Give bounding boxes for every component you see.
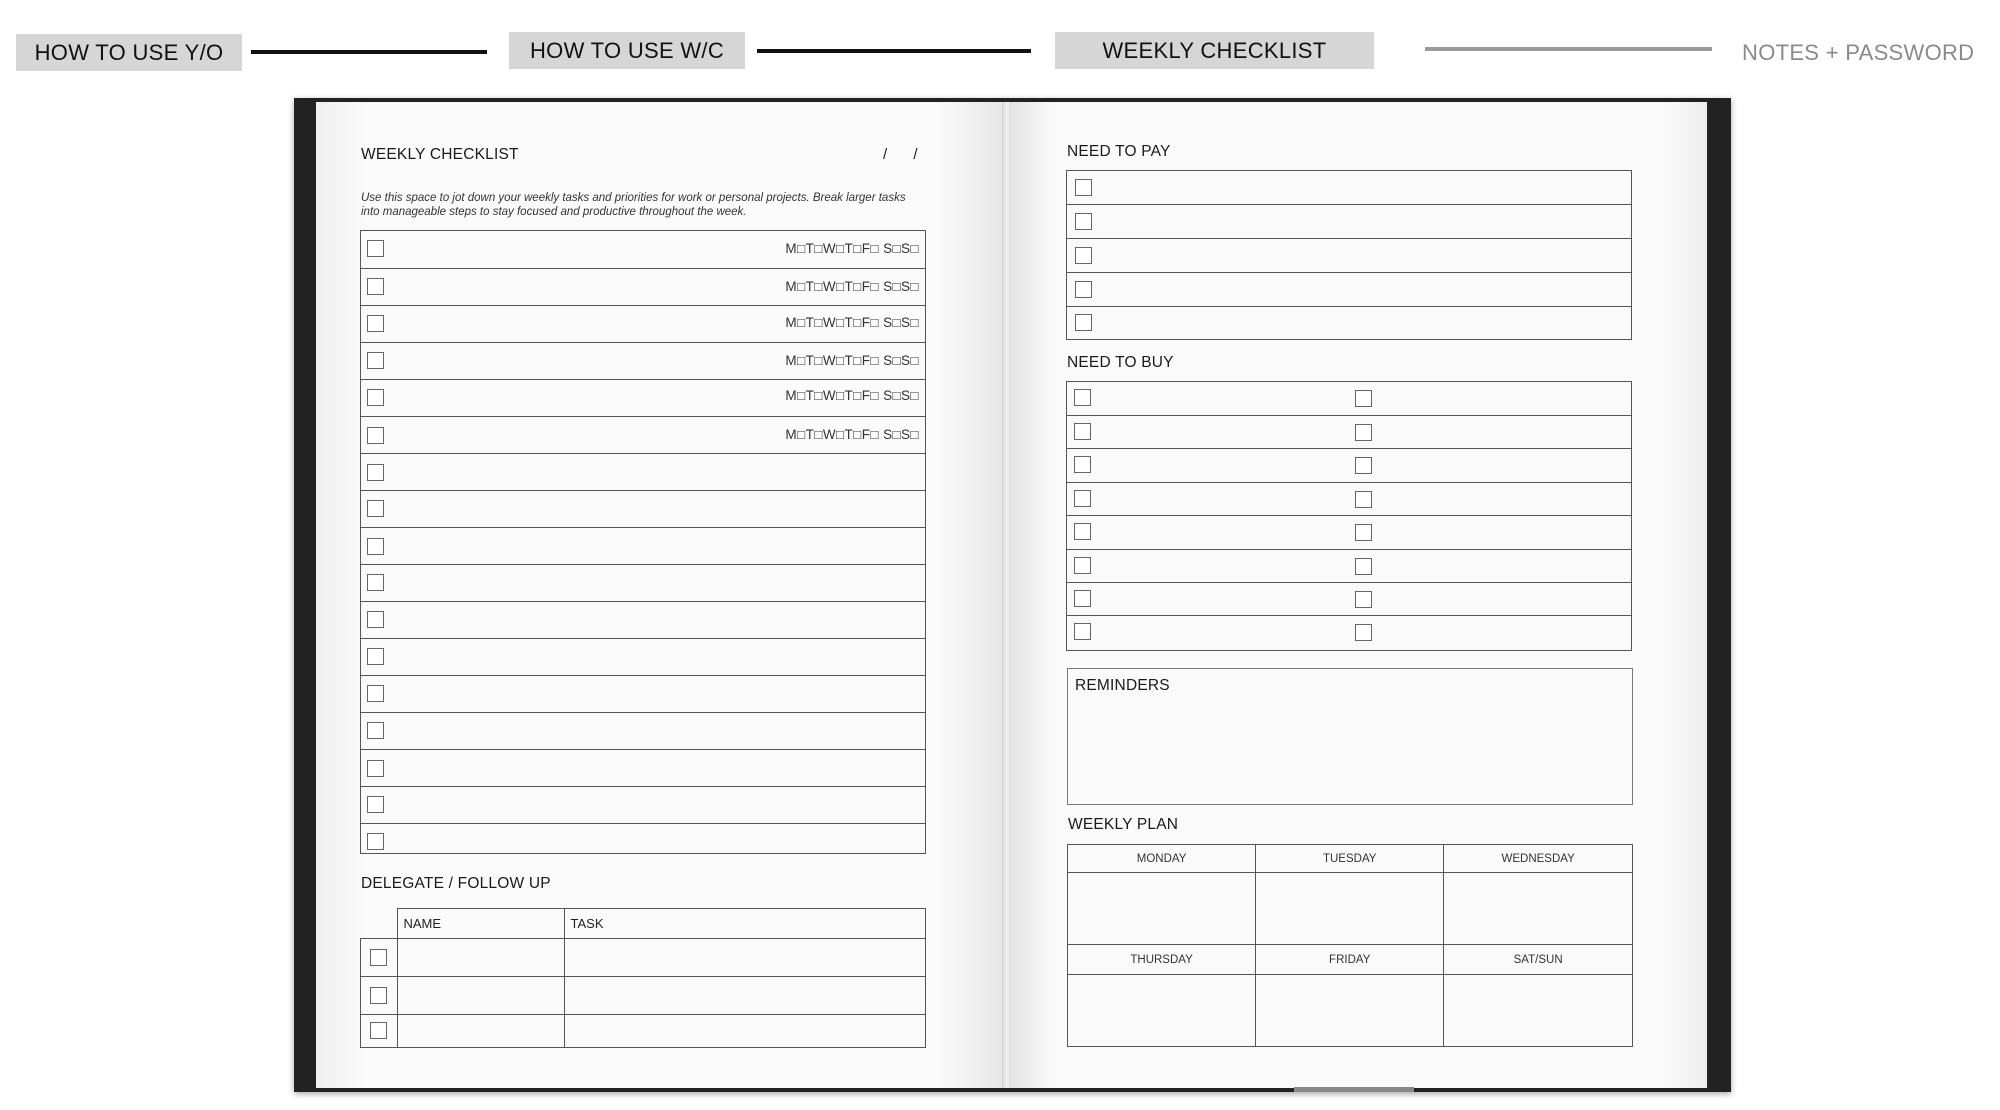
task-cell[interactable] <box>564 977 926 1015</box>
right-page <box>1011 102 1707 1088</box>
task-checkbox[interactable] <box>367 389 384 406</box>
page-title: WEEKLY CHECKLIST <box>361 146 519 163</box>
buy-checkbox[interactable] <box>1074 389 1091 406</box>
task-row <box>361 269 925 306</box>
day-header-thursday: THURSDAY <box>1068 945 1256 975</box>
pay-checkbox[interactable] <box>1075 281 1092 298</box>
tab-label: HOW TO USE W/C <box>529 37 725 63</box>
delegate-checkbox[interactable] <box>370 949 387 966</box>
task-row <box>361 824 925 860</box>
buy-row <box>1067 416 1631 449</box>
pay-row <box>1067 171 1631 205</box>
task-cell[interactable] <box>564 1015 926 1048</box>
task-checkbox[interactable] <box>367 796 384 813</box>
task-checkbox[interactable] <box>367 760 384 777</box>
delegate-checkbox[interactable] <box>370 1022 387 1039</box>
day-tracker[interactable]: M□T□W□T□F□ S□S□ <box>785 388 919 403</box>
need-to-pay-title: NEED TO PAY <box>1067 143 1171 160</box>
nav-connector-line <box>251 50 487 54</box>
pay-checkbox[interactable] <box>1075 179 1092 196</box>
buy-checkbox[interactable] <box>1355 558 1372 575</box>
task-checkbox[interactable] <box>367 574 384 591</box>
need-to-buy-list <box>1066 381 1632 651</box>
intro-line: into manageable steps to stay focused and productive throughout the week. <box>361 206 747 218</box>
task-header: TASK <box>564 909 926 939</box>
task-row <box>361 343 925 380</box>
weekly-plan-title: WEEKLY PLAN <box>1068 816 1179 833</box>
day-header-wednesday: WEDNESDAY <box>1444 845 1633 873</box>
delegate-check-cell <box>361 977 398 1015</box>
task-row <box>361 565 925 602</box>
day-header-monday: MONDAY <box>1068 845 1256 873</box>
buy-row <box>1067 483 1631 516</box>
buy-checkbox[interactable] <box>1355 591 1372 608</box>
left-page <box>316 102 1005 1088</box>
task-checkbox[interactable] <box>367 427 384 444</box>
task-checkbox[interactable] <box>367 611 384 628</box>
bookmark-ribbon <box>1294 1087 1414 1092</box>
name-cell[interactable] <box>397 939 564 977</box>
day-tracker[interactable]: M□T□W□T□F□ S□S□ <box>785 427 919 442</box>
task-checkbox[interactable] <box>367 833 384 850</box>
task-checkbox[interactable] <box>367 240 384 257</box>
buy-checkbox[interactable] <box>1074 623 1091 640</box>
task-checkbox[interactable] <box>367 685 384 702</box>
buy-row <box>1067 382 1631 416</box>
delegate-table <box>360 908 926 1048</box>
satsun-cell[interactable] <box>1444 975 1633 1047</box>
name-header: NAME <box>397 909 564 939</box>
task-row <box>361 491 925 528</box>
monday-cell[interactable] <box>1068 873 1256 945</box>
pay-row <box>1067 307 1631 339</box>
task-row <box>361 417 925 454</box>
task-row <box>361 380 925 417</box>
task-row <box>361 306 925 343</box>
intro-text <box>361 191 961 219</box>
reminders-box[interactable] <box>1067 668 1633 805</box>
wednesday-cell[interactable] <box>1444 873 1633 945</box>
task-checkbox[interactable] <box>367 722 384 739</box>
header-spacer <box>361 909 398 939</box>
task-cell[interactable] <box>564 939 926 977</box>
task-row <box>361 787 925 824</box>
tab-notes-password[interactable] <box>1742 40 1974 66</box>
delegate-check-cell <box>361 939 398 977</box>
day-header-tuesday: TUESDAY <box>1256 845 1444 873</box>
task-checkbox[interactable] <box>367 500 384 517</box>
delegate-title: DELEGATE / FOLLOW UP <box>361 875 551 892</box>
buy-row <box>1067 449 1631 483</box>
task-row <box>361 454 925 491</box>
day-tracker[interactable]: M□T□W□T□F□ S□S□ <box>785 353 919 368</box>
need-to-buy-title: NEED TO BUY <box>1067 354 1174 371</box>
buy-checkbox[interactable] <box>1355 424 1372 441</box>
buy-checkbox[interactable] <box>1355 491 1372 508</box>
day-tracker[interactable]: M□T□W□T□F□ S□S□ <box>785 315 919 330</box>
buy-row <box>1067 583 1631 616</box>
day-tracker[interactable]: M□T□W□T□F□ S□S□ <box>785 241 919 256</box>
name-cell[interactable] <box>397 1015 564 1048</box>
buy-checkbox[interactable] <box>1355 390 1372 407</box>
task-checkbox[interactable] <box>367 538 384 555</box>
tuesday-cell[interactable] <box>1256 873 1444 945</box>
buy-row <box>1067 516 1631 550</box>
buy-checkbox[interactable] <box>1074 523 1091 540</box>
task-row <box>361 713 925 750</box>
tab-how-to-use-yo[interactable] <box>16 34 242 71</box>
task-row <box>361 602 925 639</box>
tab-how-to-use-wc[interactable] <box>509 32 745 69</box>
delegate-row <box>361 1015 926 1048</box>
thursday-cell[interactable] <box>1068 975 1256 1047</box>
planner-book <box>294 98 1731 1092</box>
pay-checkbox[interactable] <box>1075 314 1092 331</box>
reminders-title: REMINDERS <box>1075 677 1170 694</box>
delegate-row <box>361 939 926 977</box>
pay-row <box>1067 273 1631 307</box>
task-row <box>361 676 925 713</box>
tab-weekly-checklist[interactable] <box>1055 32 1374 69</box>
buy-row <box>1067 616 1631 649</box>
day-tracker[interactable]: M□T□W□T□F□ S□S□ <box>785 279 919 294</box>
friday-cell[interactable] <box>1256 975 1444 1047</box>
task-checkbox[interactable] <box>367 648 384 665</box>
buy-checkbox[interactable] <box>1074 456 1091 473</box>
task-checkbox[interactable] <box>367 352 384 369</box>
day-header-friday: FRIDAY <box>1256 945 1444 975</box>
task-checkbox[interactable] <box>367 315 384 332</box>
buy-checkbox[interactable] <box>1074 423 1091 440</box>
task-row <box>361 231 925 269</box>
tab-label: NOTES + PASSWORD <box>1742 40 1975 65</box>
pay-checkbox[interactable] <box>1075 247 1092 264</box>
task-checkbox[interactable] <box>367 278 384 295</box>
task-row <box>361 639 925 676</box>
task-row <box>361 750 925 787</box>
buy-checkbox[interactable] <box>1355 457 1372 474</box>
tab-label: WEEKLY CHECKLIST <box>1102 37 1327 63</box>
delegate-checkbox[interactable] <box>370 987 387 1004</box>
tab-label: HOW TO USE Y/O <box>34 39 224 65</box>
date-field[interactable]: / / <box>883 146 918 163</box>
task-checkbox[interactable] <box>367 464 384 481</box>
buy-checkbox[interactable] <box>1074 590 1091 607</box>
buy-checkbox[interactable] <box>1074 490 1091 507</box>
pay-row <box>1067 239 1631 273</box>
weekly-plan-grid <box>1067 844 1633 1047</box>
delegate-row <box>361 977 926 1015</box>
day-header-satsun: SAT/SUN <box>1444 945 1633 975</box>
buy-checkbox[interactable] <box>1355 524 1372 541</box>
pay-checkbox[interactable] <box>1075 213 1092 230</box>
delegate-check-cell <box>361 1015 398 1048</box>
buy-checkbox[interactable] <box>1355 624 1372 641</box>
buy-checkbox[interactable] <box>1074 557 1091 574</box>
intro-line: Use this space to jot down your weekly tasks and priorities for work or personal projects. Break larger tasks <box>361 192 906 204</box>
buy-row <box>1067 550 1631 583</box>
task-row <box>361 528 925 565</box>
nav-connector-line <box>1425 47 1712 51</box>
pay-row <box>1067 205 1631 239</box>
need-to-pay-list <box>1066 170 1632 340</box>
weekly-task-list <box>360 230 926 854</box>
name-cell[interactable] <box>397 977 564 1015</box>
nav-connector-line <box>757 49 1031 53</box>
